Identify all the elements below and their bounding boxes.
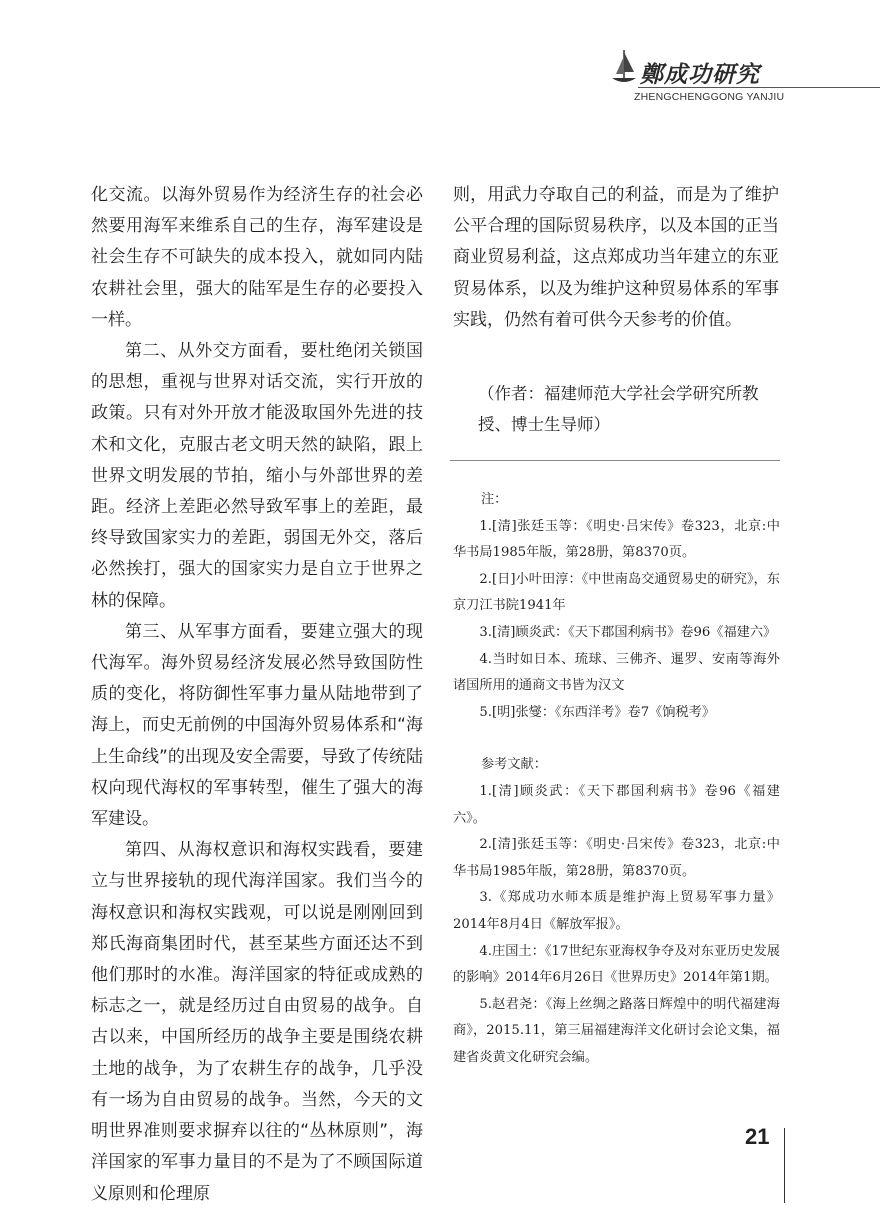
paragraph: 则，用武力夺取自己的利益，而是为了维护公平合理的国际贸易秩序，以及本国的正当商业贸易利益，这点郑成功当年建立的东亚贸易体系，以及为维护这种贸易体系的军事实践，仍然有着可供今天参考的价值。 xyxy=(453,185,779,330)
notes-section xyxy=(453,487,780,1071)
note-item: 4.当时如日本、琉球、三佛齐、暹罗、安南等海外诸国所用的通商文书皆为汉文 xyxy=(453,651,780,694)
page-header xyxy=(0,0,880,120)
note-item: 1.[清]张廷玉等：《明史·吕宋传》卷323，北京:中华书局1985年版，第28册，第8370页。 xyxy=(453,518,780,561)
left-column xyxy=(91,180,423,1210)
note-item: 2.[日]小叶田淳：《中世南岛交通贸易史的研究》，东京刀江书院1941年 xyxy=(453,571,780,614)
header-rule xyxy=(638,87,880,88)
paragraph: 第四、从海权意识和海权实践看，要建立与世界接轨的现代海洋国家。我们当今的海权意识和海权实践观，可以说是刚刚回到郑氏海商集团时代，甚至某些方面还达不到他们那时的水准。海洋国家的特征或成熟的标志之一，就是经历过自由贸易的战争。自古以来，中国所经历的战争主要是围绕农耕土地的战争，为了农耕生存的战争，几乎没有一场为自由贸易的战争。当然，今天的文明世界准则要求摒弃以往的“丛林原则”，海洋国家的军事力量目的不是为了不顾国际道义原则和伦理原 xyxy=(91,840,423,1204)
reference-item: 2.[清]张廷玉等：《明史·吕宋传》卷323，北京:中华书局1985年版，第28册，第8370页。 xyxy=(453,837,780,879)
spacer xyxy=(453,726,780,752)
notes-divider xyxy=(450,460,780,461)
reference-item: 1.[清]顾炎武：《天下郡国利病书》卷96《福建六》。 xyxy=(453,783,780,826)
author-note: （作者：福建师范大学社会学研究所教授、博士生导师） xyxy=(478,384,759,434)
paragraph: 化交流。以海外贸易作为经济生存的社会必然要用海军来维系自己的生存，海军建设是社会生存不可缺失的成本投入，就如同内陆农耕社会里，强大的陆军是生存的必要投入一样。 xyxy=(91,185,423,330)
reference-item: 4.庄国土：《17世纪东亚海权争夺及对东亚历史发展的影响》2014年6月26日《世界历史》2014年第1期。 xyxy=(453,943,780,986)
reference-item: 5.赵君尧：《海上丝绸之路落日辉煌中的明代福建海商》，2015.11，第三届福建海洋文化研讨会论文集，福建省炎黄文化研究会编。 xyxy=(453,996,780,1065)
journal-subtitle: ZHENGCHENGGONG YANJIU xyxy=(634,91,785,103)
journal-title: 鄭成功研究 xyxy=(640,61,760,88)
references-heading: 参考文献： xyxy=(481,757,547,773)
page-number: 21 xyxy=(745,1124,770,1149)
sailing-ship-icon xyxy=(610,48,638,88)
note-item: 5.[明]张燮：《东西洋考》卷7《饷税考》 xyxy=(479,704,716,720)
paragraph: 第二、从外交方面看，要杜绝闭关锁国的思想，重视与世界对话交流，实行开放的政策。只有对外开放才能汲取国外先进的技术和文化，克服古老文明天然的缺陷，跟上世界文明发展的节拍，缩小与外部世界的差距。经济上差距必然导致军事上的差距，最终导致国家实力的差距，弱国无外交，落后必然挨打，强大的国家实力是自立于世界之林的保障。 xyxy=(91,341,423,611)
page-number-rule xyxy=(784,1128,785,1203)
notes-heading: 注： xyxy=(481,492,508,507)
paragraph: 第三、从军事方面看，要建立强大的现代海军。海外贸易经济发展必然导致国防性质的变化，将防御性军事力量从陆地带到了海上，而史无前例的中国海外贸易体系和“海上生命线”的出现及安全需要，导致了传统陆权向现代海权的军事转型，催生了强大的海军建设。 xyxy=(91,621,423,830)
note-item: 3.[清]顾炎武：《天下郡国利病书》卷96《福建六》 xyxy=(479,624,777,640)
right-column xyxy=(453,180,779,336)
reference-item: 3.《郑成功水师本质是维护海上贸易军事力量》2014年8月4日《解放军报》。 xyxy=(453,890,780,932)
